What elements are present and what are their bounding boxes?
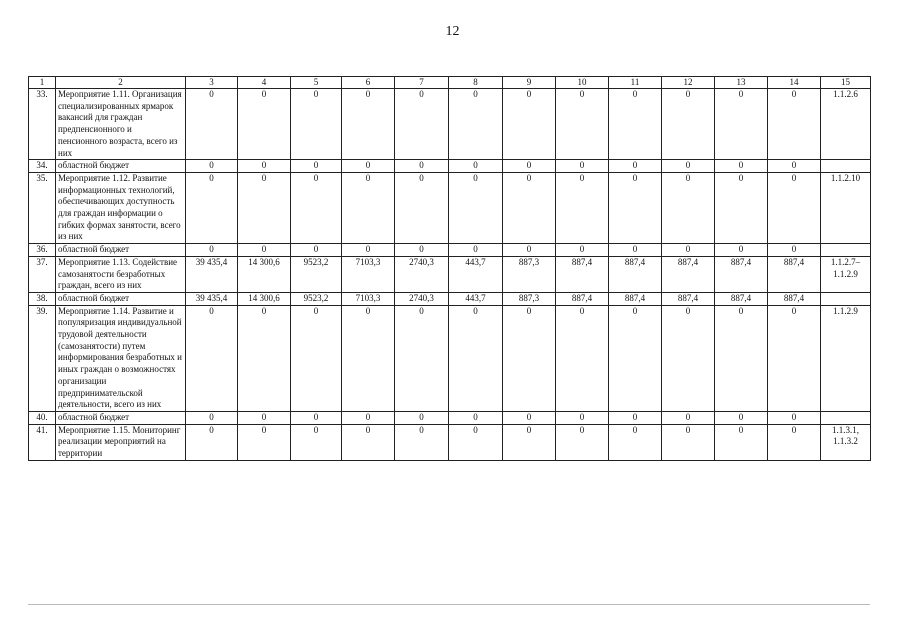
- row-value: 0: [449, 424, 503, 460]
- row-value: 887,4: [768, 292, 821, 305]
- column-header: 2: [56, 77, 186, 89]
- column-header: 5: [291, 77, 342, 89]
- row-number: 40.: [29, 411, 56, 424]
- row-value: 0: [715, 244, 768, 257]
- row-value: 0: [662, 89, 715, 160]
- row-value: 0: [342, 89, 395, 160]
- row-value: 9523,2: [291, 292, 342, 305]
- row-value: 887,4: [556, 292, 609, 305]
- row-name: областной бюджет: [56, 160, 186, 173]
- row-number: 37.: [29, 256, 56, 292]
- column-header: 12: [662, 77, 715, 89]
- row-value: 0: [556, 244, 609, 257]
- row-value: 0: [186, 424, 238, 460]
- row-value: 0: [662, 305, 715, 411]
- column-header: 3: [186, 77, 238, 89]
- row-value: 0: [768, 305, 821, 411]
- row-value: 0: [186, 89, 238, 160]
- table-row: [29, 89, 871, 160]
- row-value: 0: [238, 172, 291, 243]
- row-code: 1.1.2.7– 1.1.2.9: [821, 256, 871, 292]
- column-header: 13: [715, 77, 768, 89]
- row-value: 0: [503, 244, 556, 257]
- row-value: 0: [662, 244, 715, 257]
- row-value: 0: [449, 411, 503, 424]
- row-value: 2740,3: [395, 256, 449, 292]
- row-value: 887,3: [503, 256, 556, 292]
- row-value: 0: [238, 424, 291, 460]
- row-code: [821, 411, 871, 424]
- row-value: 0: [238, 160, 291, 173]
- row-value: 0: [291, 89, 342, 160]
- row-value: 0: [503, 160, 556, 173]
- row-code: 1.1.2.9: [821, 305, 871, 411]
- row-value: 0: [342, 424, 395, 460]
- row-value: 0: [186, 411, 238, 424]
- row-value: 0: [662, 424, 715, 460]
- row-value: 0: [238, 244, 291, 257]
- column-header: 9: [503, 77, 556, 89]
- row-value: 0: [291, 160, 342, 173]
- row-name: Мероприятие 1.12. Развитие информационных технологий, обеспечивающих доступность для граждан информации о гибких формах занятости, всего из них: [56, 172, 186, 243]
- row-value: 0: [291, 411, 342, 424]
- column-header: 15: [821, 77, 871, 89]
- column-header: 6: [342, 77, 395, 89]
- row-number: 38.: [29, 292, 56, 305]
- row-value: 0: [395, 172, 449, 243]
- row-value: 0: [342, 244, 395, 257]
- row-value: 0: [503, 89, 556, 160]
- row-value: 0: [395, 244, 449, 257]
- row-value: 0: [186, 244, 238, 257]
- row-value: 887,3: [503, 292, 556, 305]
- row-number: 41.: [29, 424, 56, 460]
- row-value: 887,4: [662, 292, 715, 305]
- row-code: [821, 160, 871, 173]
- row-number: 34.: [29, 160, 56, 173]
- row-value: 0: [715, 89, 768, 160]
- row-name: Мероприятие 1.15. Мониторинг реализации мероприятий на территории: [56, 424, 186, 460]
- row-value: 0: [556, 424, 609, 460]
- row-value: 0: [395, 89, 449, 160]
- row-value: 0: [609, 89, 662, 160]
- row-code: 1.1.3.1, 1.1.3.2: [821, 424, 871, 460]
- row-value: 0: [768, 89, 821, 160]
- row-code: [821, 244, 871, 257]
- row-value: 0: [609, 305, 662, 411]
- row-value: 0: [609, 172, 662, 243]
- row-value: 0: [715, 424, 768, 460]
- row-value: 0: [291, 172, 342, 243]
- row-value: 2740,3: [395, 292, 449, 305]
- row-value: 887,4: [662, 256, 715, 292]
- row-number: 39.: [29, 305, 56, 411]
- row-value: 0: [556, 172, 609, 243]
- row-value: 0: [768, 160, 821, 173]
- row-value: 14 300,6: [238, 292, 291, 305]
- table-row: [29, 305, 871, 411]
- row-value: 0: [715, 160, 768, 173]
- row-value: 0: [715, 411, 768, 424]
- row-code: [821, 292, 871, 305]
- row-value: 0: [449, 244, 503, 257]
- table-row: [29, 172, 871, 243]
- row-value: 0: [609, 411, 662, 424]
- row-name: областной бюджет: [56, 244, 186, 257]
- row-value: 0: [238, 89, 291, 160]
- column-header: 8: [449, 77, 503, 89]
- row-value: 0: [662, 172, 715, 243]
- row-value: 0: [768, 411, 821, 424]
- row-number: 35.: [29, 172, 56, 243]
- row-value: 0: [556, 411, 609, 424]
- row-value: 39 435,4: [186, 292, 238, 305]
- row-value: 9523,2: [291, 256, 342, 292]
- row-name: Мероприятие 1.13. Содействие самозанятости безработных граждан, всего из них: [56, 256, 186, 292]
- row-value: 0: [503, 424, 556, 460]
- row-value: 887,4: [768, 256, 821, 292]
- row-name: Мероприятие 1.14. Развитие и популяризация индивидуальной трудовой деятельности (самозанятости) путем информирования безработных и иных граждан о возможностях организации предпринимательской деятельности, всего из них: [56, 305, 186, 411]
- row-value: 0: [186, 305, 238, 411]
- row-value: 0: [556, 89, 609, 160]
- table-row: [29, 160, 871, 173]
- row-value: 0: [342, 305, 395, 411]
- row-value: 39 435,4: [186, 256, 238, 292]
- row-number: 33.: [29, 89, 56, 160]
- row-value: 0: [449, 305, 503, 411]
- row-name: областной бюджет: [56, 292, 186, 305]
- page-bottom-rule: [28, 604, 870, 605]
- row-value: 0: [186, 172, 238, 243]
- column-header: 11: [609, 77, 662, 89]
- row-value: 0: [662, 160, 715, 173]
- row-value: 887,4: [556, 256, 609, 292]
- table-row: [29, 424, 871, 460]
- row-value: 887,4: [609, 292, 662, 305]
- row-value: 0: [186, 160, 238, 173]
- row-value: 0: [715, 305, 768, 411]
- page-number: 12: [445, 24, 460, 39]
- row-value: 14 300,6: [238, 256, 291, 292]
- row-value: 0: [768, 424, 821, 460]
- column-header: 14: [768, 77, 821, 89]
- table-row: [29, 256, 871, 292]
- row-value: 0: [449, 172, 503, 243]
- row-value: 0: [503, 172, 556, 243]
- column-header: 1: [29, 77, 56, 89]
- row-name: областной бюджет: [56, 411, 186, 424]
- row-value: 887,4: [715, 256, 768, 292]
- row-value: 0: [238, 305, 291, 411]
- row-value: 0: [609, 424, 662, 460]
- column-header: 10: [556, 77, 609, 89]
- budget-table: [28, 76, 871, 461]
- row-value: 0: [238, 411, 291, 424]
- row-value: 443,7: [449, 292, 503, 305]
- row-value: 0: [715, 172, 768, 243]
- table-row: [29, 292, 871, 305]
- row-value: 7103,3: [342, 256, 395, 292]
- row-value: 0: [291, 424, 342, 460]
- row-value: 0: [662, 411, 715, 424]
- row-name: Мероприятие 1.11. Организация специализированных ярмарок вакансий для граждан предпенсионного и пенсионного возраста, всего из них: [56, 89, 186, 160]
- row-value: 0: [609, 160, 662, 173]
- table-row: [29, 411, 871, 424]
- row-value: 0: [395, 411, 449, 424]
- row-code: 1.1.2.6: [821, 89, 871, 160]
- row-value: 0: [342, 411, 395, 424]
- header-row: [29, 77, 871, 89]
- table-row: [29, 244, 871, 257]
- row-value: 0: [342, 160, 395, 173]
- column-header: 4: [238, 77, 291, 89]
- row-number: 36.: [29, 244, 56, 257]
- row-value: 7103,3: [342, 292, 395, 305]
- row-value: 443,7: [449, 256, 503, 292]
- row-value: 0: [291, 244, 342, 257]
- row-value: 0: [556, 305, 609, 411]
- row-value: 0: [768, 244, 821, 257]
- row-value: 0: [449, 160, 503, 173]
- row-value: 887,4: [609, 256, 662, 292]
- row-value: 0: [449, 89, 503, 160]
- row-value: 887,4: [715, 292, 768, 305]
- row-value: 0: [503, 305, 556, 411]
- row-value: 0: [395, 160, 449, 173]
- row-value: 0: [556, 160, 609, 173]
- row-value: 0: [395, 305, 449, 411]
- row-value: 0: [503, 411, 556, 424]
- row-code: 1.1.2.10: [821, 172, 871, 243]
- column-header: 7: [395, 77, 449, 89]
- row-value: 0: [768, 172, 821, 243]
- row-value: 0: [395, 424, 449, 460]
- row-value: 0: [609, 244, 662, 257]
- row-value: 0: [291, 305, 342, 411]
- row-value: 0: [342, 172, 395, 243]
